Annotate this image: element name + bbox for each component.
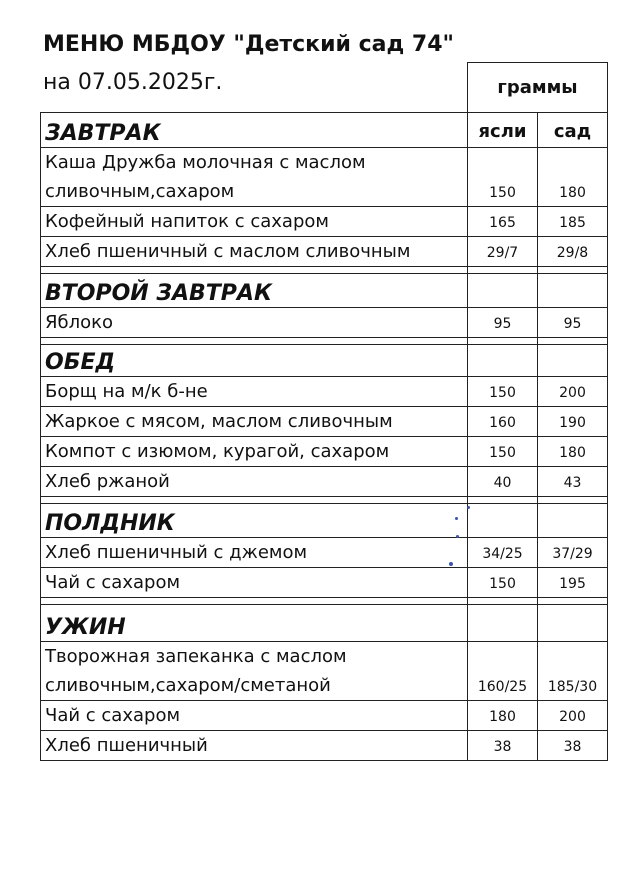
dish-name: Хлеб пшеничный с маслом сливочным xyxy=(41,237,468,267)
section-title-dinner: УЖИН xyxy=(41,605,468,642)
nursery-grams: 150 xyxy=(468,437,538,467)
section-title-snack: ПОЛДНИК xyxy=(41,504,468,538)
garden-grams: 43 xyxy=(538,467,608,497)
table-row xyxy=(41,437,608,467)
dish-name: Чай с сахаром xyxy=(41,568,468,598)
grams-header-row xyxy=(41,63,608,113)
section-title-lunch: ОБЕД xyxy=(41,345,468,377)
menu-title: МЕНЮ МБДОУ "Детский сад 74" xyxy=(43,32,454,57)
nursery-grams: 160 xyxy=(468,407,538,437)
ink-speck xyxy=(467,506,470,509)
garden-grams: 180 xyxy=(538,437,608,467)
table-row xyxy=(41,467,608,497)
menu-table xyxy=(40,62,608,761)
table-row xyxy=(41,642,608,701)
section-title-breakfast: ЗАВТРАК xyxy=(41,113,468,148)
dish-name: Творожная запеканка с маслом сливочным,сахаром/сметаной xyxy=(41,642,468,701)
garden-grams: 180 xyxy=(538,148,608,207)
garden-grams: 185/30 xyxy=(538,642,608,701)
menu-date: на 07.05.2025г. xyxy=(43,70,223,95)
garden-grams: 37/29 xyxy=(538,538,608,568)
spacer-row xyxy=(41,598,608,605)
grams-header: граммы xyxy=(468,63,608,113)
ink-speck xyxy=(449,562,453,566)
nursery-grams: 165 xyxy=(468,207,538,237)
nursery-grams: 160/25 xyxy=(468,642,538,701)
section-title-second-breakfast: ВТОРОЙ ЗАВТРАК xyxy=(41,274,468,308)
section-row-second-breakfast xyxy=(41,274,608,308)
dish-name: Хлеб пшеничный xyxy=(41,731,468,761)
nursery-grams: 34/25 xyxy=(468,538,538,568)
spacer-row xyxy=(41,497,608,504)
table-row xyxy=(41,308,608,338)
garden-grams: 200 xyxy=(538,701,608,731)
dish-name: Яблоко xyxy=(41,308,468,338)
garden-grams: 185 xyxy=(538,207,608,237)
nursery-grams: 150 xyxy=(468,377,538,407)
garden-grams: 95 xyxy=(538,308,608,338)
table-row xyxy=(41,148,608,207)
garden-grams: 195 xyxy=(538,568,608,598)
nursery-grams: 40 xyxy=(468,467,538,497)
table-row xyxy=(41,568,608,598)
table-row xyxy=(41,407,608,437)
section-row-dinner xyxy=(41,605,608,642)
garden-grams: 190 xyxy=(538,407,608,437)
dish-name: Борщ на м/к б-не xyxy=(41,377,468,407)
column-header-garden: сад xyxy=(538,113,608,148)
column-header-nursery: ясли xyxy=(468,113,538,148)
dish-name: Хлеб пшеничный с джемом xyxy=(41,538,468,568)
garden-grams: 38 xyxy=(538,731,608,761)
spacer-row xyxy=(41,267,608,274)
nursery-grams: 95 xyxy=(468,308,538,338)
table-row xyxy=(41,701,608,731)
nursery-grams: 180 xyxy=(468,701,538,731)
garden-grams: 200 xyxy=(538,377,608,407)
dish-name: Жаркое с мясом, маслом сливочным xyxy=(41,407,468,437)
table-row xyxy=(41,731,608,761)
table-row xyxy=(41,377,608,407)
dish-name: Каша Дружба молочная с маслом сливочным,сахаром xyxy=(41,148,468,207)
nursery-grams: 150 xyxy=(468,148,538,207)
nursery-grams: 38 xyxy=(468,731,538,761)
ink-speck xyxy=(455,517,458,520)
ink-speck xyxy=(456,535,459,538)
table-row xyxy=(41,237,608,267)
garden-grams: 29/8 xyxy=(538,237,608,267)
spacer-row xyxy=(41,338,608,345)
section-row-snack xyxy=(41,504,608,538)
dish-name: Хлеб ржаной xyxy=(41,467,468,497)
dish-name: Кофейный напиток с сахаром xyxy=(41,207,468,237)
section-row-lunch xyxy=(41,345,608,377)
table-row xyxy=(41,207,608,237)
table-row xyxy=(41,538,608,568)
nursery-grams: 150 xyxy=(468,568,538,598)
nursery-grams: 29/7 xyxy=(468,237,538,267)
section-row-breakfast xyxy=(41,113,608,148)
dish-name: Компот с изюмом, курагой, сахаром xyxy=(41,437,468,467)
dish-name: Чай с сахаром xyxy=(41,701,468,731)
